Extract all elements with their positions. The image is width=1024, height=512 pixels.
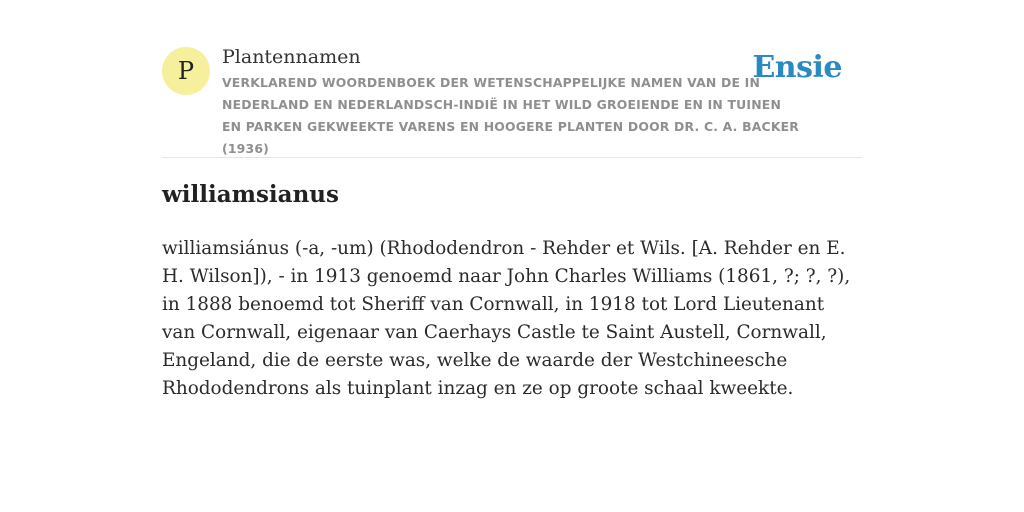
source-title[interactable]: Plantennamen	[222, 46, 361, 68]
ensie-logo[interactable]: Ensie	[752, 50, 842, 85]
entry-term: williamsianus	[162, 181, 339, 208]
source-subtitle: VERKLAREND WOORDENBOEK DER WETENSCHAPPELIJKE NAMEN VAN DE IN NEDERLAND EN NEDERLANDSCH-INDIË IN HET WILD GROEIENDE EN IN TUINEN EN PARKEN GEKWEEKTE VARENS EN HOOGERE PLANTEN DOOR DR. C. A. BACKER (1936)	[222, 75, 800, 156]
entry-definition: williamsiánus (-a, -um) (Rhododendron - Rehder et Wils. [A. Rehder en E. H. Wilson]), - in 1913 genoemd naar John Charles Williams (1861, ?; ?, ?), in 1888 benoemd tot Sheriff van Cornwall, in 1918 tot Lord Lieutenant van Cornwall, eigenaar van Caerhays Castle te Saint Austell, Cornwall, Engeland, die de eerste was, welke de waarde der Westchineesche Rhododendrons als tuinplant inzag en ze op groote schaal kweekte.	[162, 238, 851, 399]
source-header	[162, 44, 862, 158]
source-avatar: P	[162, 47, 210, 95]
